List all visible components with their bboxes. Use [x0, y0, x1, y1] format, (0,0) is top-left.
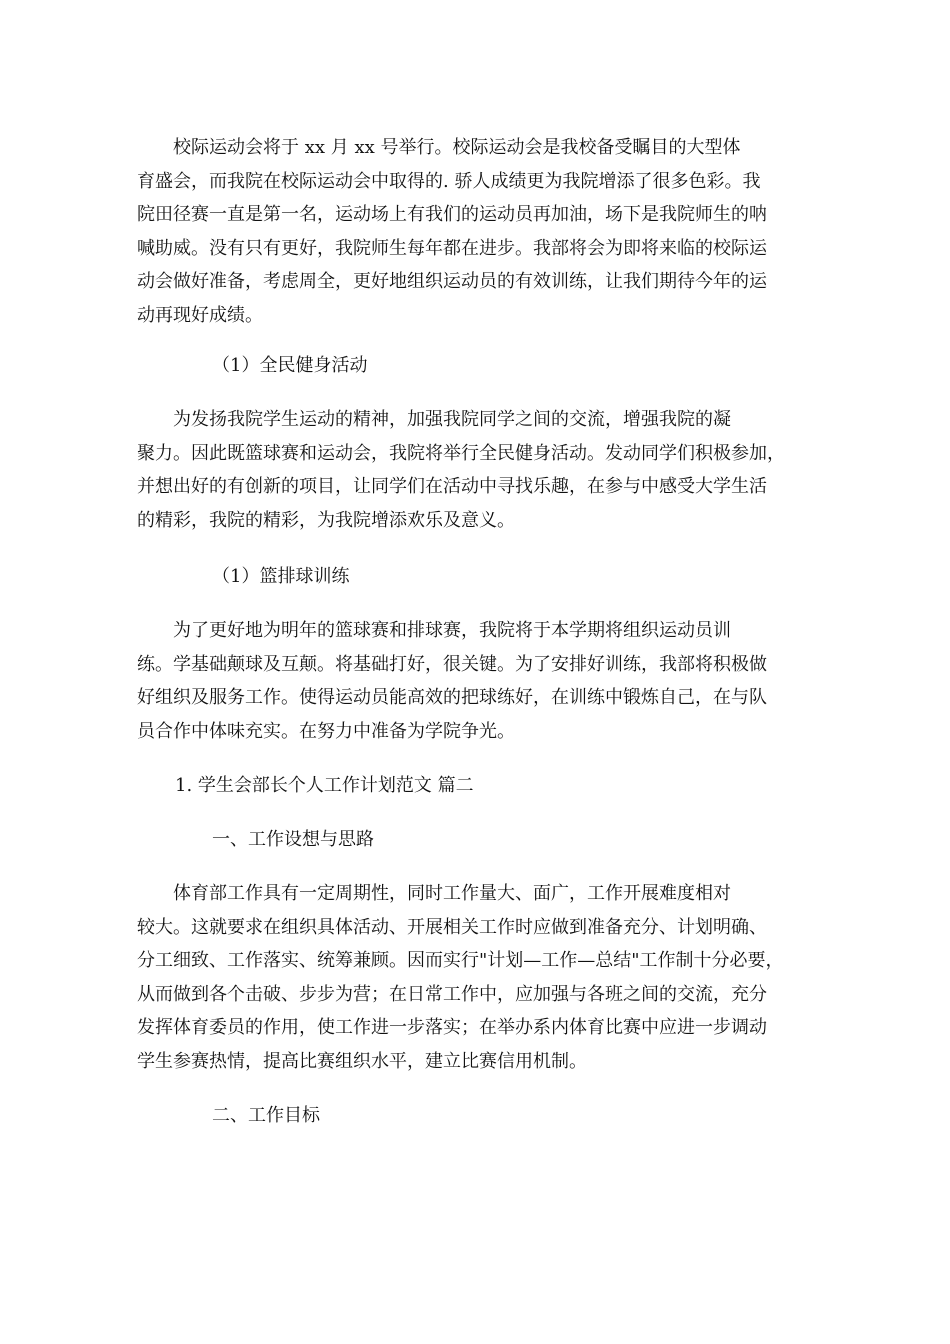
text-line: 员合作中体味充实。在努力中准备为学院争光。 — [137, 720, 515, 742]
text-line: 并想出好的有创新的项目，让同学们在活动中寻找乐趣，在参与中感受大学生活 — [137, 476, 767, 497]
text-line: 院田径赛一直是第一名，运动场上有我们的运动员再加油，场下是我院师生的呐 — [137, 204, 767, 225]
paragraph-ball-training — [137, 614, 817, 748]
paragraph-work-ideas — [137, 877, 817, 1078]
text-line: 为发扬我院学生运动的精神，加强我院同学之间的交流，增强我院的凝 — [137, 409, 731, 430]
heading-ideas: 一、工作设想与思路 — [212, 829, 374, 850]
text-line: 动会做好准备，考虑周全，更好地组织运动员的有效训练，让我们期待今年的运 — [137, 271, 767, 292]
heading-fitness-activity: （1）全民健身活动 — [212, 355, 368, 376]
text-line: 育盛会，而我院在校际运动会中取得的. 骄人成绩更为我院增添了很多色彩。我 — [137, 170, 761, 192]
text-line: 学生参赛热情，提高比赛组织水平，建立比赛信用机制。 — [137, 1050, 587, 1072]
text-line: 分工细致、工作落实、统筹兼顾。因而实行"计划—工作—总结"工作制十分必要， — [137, 950, 784, 971]
text-line: 校际运动会将于 xx 月 xx 号举行。校际运动会是我校备受瞩目的大型体 — [137, 137, 741, 158]
text-line: 发挥体育委员的作用，使工作进一步落实；在举办系内体育比赛中应进一步调动 — [137, 1017, 767, 1038]
text-line: 体育部工作具有一定周期性，同时工作量大、面广，工作开展难度相对 — [137, 883, 731, 904]
text-line: 的精彩，我院的精彩，为我院增添欢乐及意义。 — [137, 509, 515, 531]
text-line: 喊助威。没有只有更好，我院师生每年都在进步。我部将会为即将来临的校际运 — [137, 237, 767, 259]
text-line: 为了更好地为明年的篮球赛和排球赛，我院将于本学期将组织运动员训 — [137, 620, 731, 641]
text-line: 动再现好成绩。 — [137, 304, 263, 326]
text-line: 从而做到各个击破、步步为营；在日常工作中，应加强与各班之间的交流，充分 — [137, 983, 767, 1005]
text-line: 聚力。因此既篮球赛和运动会，我院将举行全民健身活动。发动同学们积极参加， — [137, 442, 785, 464]
text-line: 练。学基础颠球及互颠。将基础打好，很关键。为了安排好训练，我部将积极做 — [137, 653, 767, 675]
text-line: 较大。这就要求在组织具体活动、开展相关工作时应做到准备充分、计划明确、 — [137, 916, 767, 938]
paragraph-fitness-activity — [137, 403, 817, 537]
heading-ball-training: （1）篮排球训练 — [212, 566, 350, 587]
text-line: 好组织及服务工作。使得运动员能高效的把球练好，在训练中锻炼自己，在与队 — [137, 687, 767, 708]
heading-work-goals: 二、工作目标 — [212, 1105, 320, 1126]
paragraph-sports-meet — [137, 131, 817, 332]
heading-plan-part-two: 1. 学生会部长个人工作计划范文 篇二 — [175, 775, 474, 796]
